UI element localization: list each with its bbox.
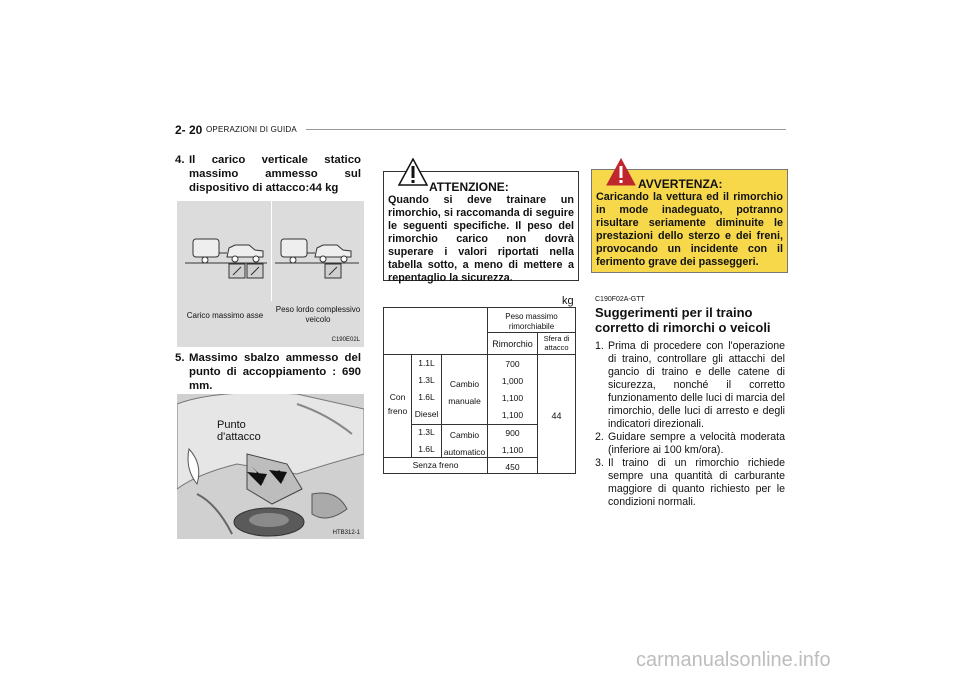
figure-code: C190E02L bbox=[331, 337, 360, 343]
rear-bumper-illustration bbox=[177, 394, 364, 539]
table-line bbox=[411, 424, 537, 425]
reference-code: C190F02A-GTT bbox=[595, 296, 645, 303]
spec-item-4 bbox=[175, 153, 361, 195]
trailer-car-illustration bbox=[177, 201, 364, 301]
table-line bbox=[487, 332, 575, 333]
figure-code: HTB312-1 bbox=[332, 530, 360, 536]
gear-auto-label: Cambio automatico bbox=[443, 430, 486, 457]
towing-weight-table bbox=[383, 307, 576, 474]
label-axle-load: Carico massimo asse bbox=[186, 311, 264, 320]
exclamation-triangle-icon bbox=[606, 158, 636, 186]
header-rule bbox=[306, 129, 786, 130]
load-diagram-figure bbox=[177, 201, 364, 347]
header-tow-ball: Sfera di attacco bbox=[543, 334, 570, 352]
list-item-number: 2. bbox=[595, 431, 604, 443]
list-item bbox=[595, 431, 785, 457]
weight-cell: 1,000 bbox=[501, 376, 524, 386]
engine-cell: 1.6L bbox=[418, 392, 435, 402]
braked-label: Con freno bbox=[387, 392, 408, 416]
table-unit: kg bbox=[562, 295, 574, 307]
engine-cell: Diesel bbox=[414, 409, 439, 419]
list-item bbox=[595, 340, 785, 431]
hitch-point-figure bbox=[177, 394, 364, 539]
engine-cell: 1.3L bbox=[418, 427, 435, 437]
table-line bbox=[384, 354, 575, 355]
list-item-number: 1. bbox=[595, 340, 604, 352]
warning-text: Caricando la vettura ed il rimorchio in mode inadeguato, potranno risultare seriamente diminuite le prestazioni dello sterzo e dei freni, provocando un incidente con il ferimento grave dei passeggeri. bbox=[596, 191, 783, 268]
section-title: OPERAZIONI DI GUIDA bbox=[206, 125, 297, 134]
engine-cell: 1.1L bbox=[418, 358, 435, 368]
hitch-point-label: Punto d'attacco bbox=[217, 419, 261, 443]
header-max-weight: Peso massimo rimorchiabile bbox=[505, 312, 558, 331]
header-trailer: Rimorchio bbox=[492, 339, 533, 349]
list-item-text: Guidare sempre a velocità moderata (inferiore ai 100 km/ora). bbox=[608, 431, 785, 456]
warning-title: AVVERTENZA: bbox=[638, 177, 723, 191]
list-item-text: Il traino di un rimorchio richiede sempre una quantità di carburante maggiore di quanto richiesto per le condizioni normali. bbox=[608, 457, 785, 508]
attention-title: ATTENZIONE: bbox=[429, 180, 509, 194]
watermark: carmanualsonline.info bbox=[636, 649, 831, 671]
table-line bbox=[411, 354, 412, 457]
label-gross-weight: Peso lordo complessivo veicolo bbox=[275, 305, 361, 324]
spec-item-number: 5. bbox=[175, 352, 185, 364]
engine-cell: 1.6L bbox=[418, 444, 435, 454]
weight-cell: 1,100 bbox=[501, 445, 524, 455]
warning-box bbox=[591, 169, 788, 273]
steps-list bbox=[595, 340, 785, 509]
engine-cell: 1.3L bbox=[418, 375, 435, 385]
spec-item-text: Massimo sbalzo ammesso del punto di accoppiamento : 690 mm. bbox=[189, 352, 361, 392]
weight-cell: 450 bbox=[505, 462, 520, 472]
unbraked-label: Senza freno bbox=[412, 460, 459, 470]
weight-cell: 1,100 bbox=[501, 410, 524, 420]
list-item-text: Prima di procedere con l'operazione di traino, controllare gli attacchi del gancio di traino e delle catene di sicurezza, nonché il corretto funzionamento delle luci di marcia del rimorchio, delle luci di arresto e degli indicatori direzionali. bbox=[608, 340, 785, 430]
weight-cell: 900 bbox=[505, 428, 520, 438]
spec-item-5 bbox=[175, 351, 361, 393]
table-line bbox=[537, 332, 538, 473]
section-heading: Suggerimenti per il traino corretto di rimorchi o veicoli bbox=[595, 305, 771, 335]
attention-text: Quando si deve trainare un rimorchio, si raccomanda di seguire le seguenti specifiche. Il peso del rimorchio carico non dovrà superare i valori riportati nella tabella sotto, a meno di mettere a repentaglio la sicurezza. bbox=[388, 194, 574, 284]
page-number: 2- 20 bbox=[175, 123, 203, 137]
gear-manual-label: Cambio manuale bbox=[448, 379, 481, 406]
attention-box bbox=[383, 171, 579, 284]
list-item bbox=[595, 457, 785, 509]
spec-item-number: 4. bbox=[175, 154, 185, 166]
weight-cell: 1,100 bbox=[501, 393, 524, 403]
exclamation-triangle-icon bbox=[398, 158, 428, 186]
weight-cell: 700 bbox=[505, 359, 520, 369]
spec-item-text: Il carico verticale statico massimo ammesso sul dispositivo di attacco:44 kg bbox=[189, 154, 361, 194]
tow-ball-value: 44 bbox=[551, 411, 562, 421]
list-item-number: 3. bbox=[595, 457, 604, 469]
